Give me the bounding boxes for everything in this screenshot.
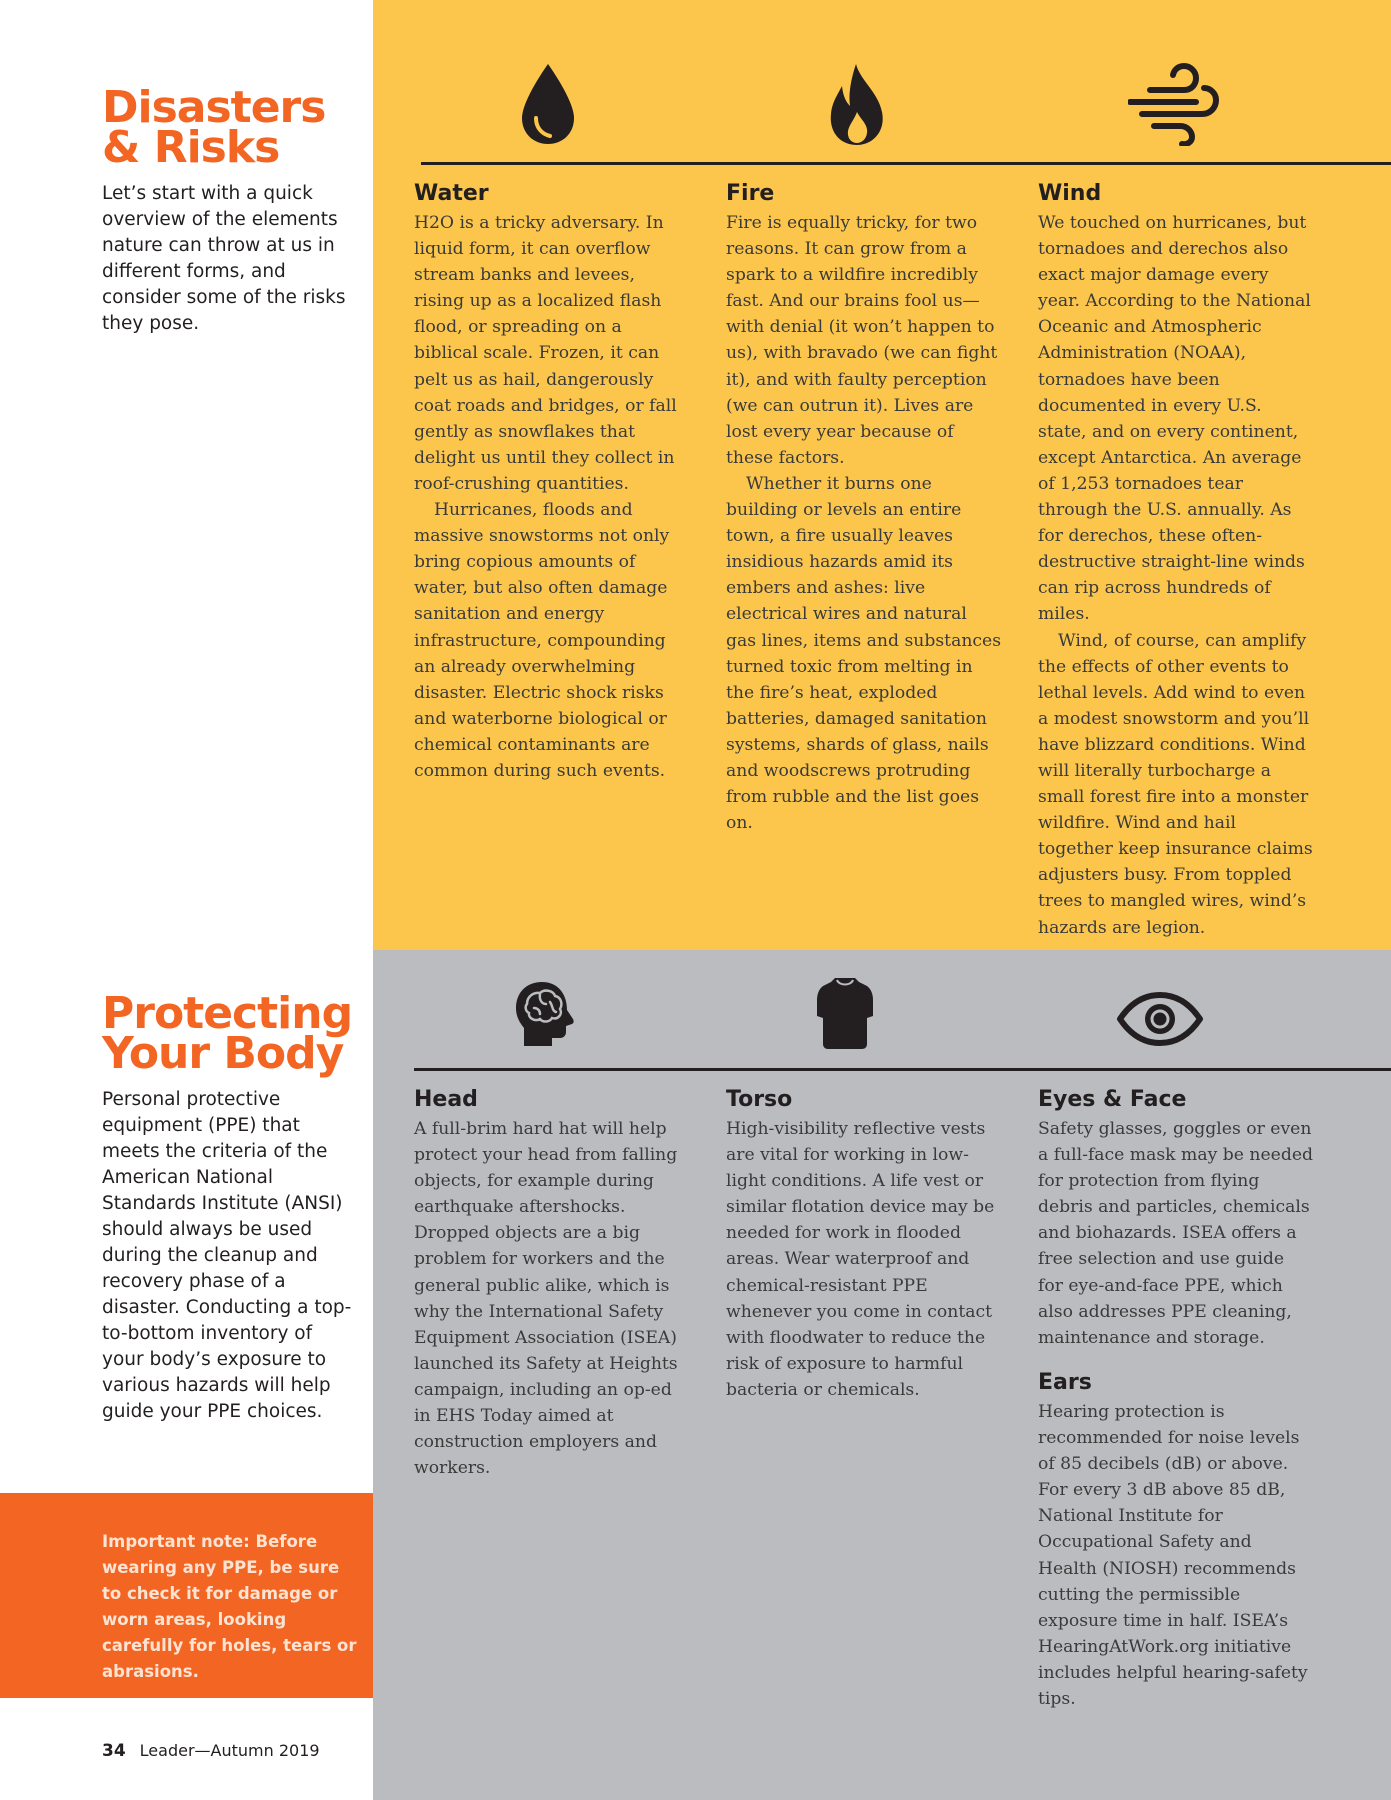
water-paragraph-2: Hurricanes, floods and massive snowstorms not only bring copious amounts of water, but also often damage sanitation and energy infrastructure, compounding an already overwhelming disaster. Electric shock risks and waterborne biological or chemical contaminants are common during such events. — [414, 500, 670, 781]
water-drop-icon — [520, 62, 576, 146]
page-footer — [102, 1741, 320, 1761]
fire-paragraph-2: Whether it burns one building or levels an entire town, a fire usually leaves insidious hazards amid its embers and ashes: live electrical wires and natural gas lines, items and substances turned toxic from melting in the fire’s heat, exploded batteries, damaged sanitation systems, shards of glass, nails and woodscrews protruding from rubble and the list goes on. — [726, 473, 1002, 834]
eye-icon — [1116, 992, 1204, 1046]
fire-body — [726, 210, 1001, 836]
torso-body — [726, 1116, 1001, 1403]
publication-name: Leader—Autumn 2019 — [139, 1741, 320, 1760]
fire-heading: Fire — [726, 181, 775, 206]
disasters-intro: Let’s start with a quick overview of the elements nature can throw at us in different forms, and consider some of the risks they pose. — [102, 183, 346, 334]
fire-paragraph-1: Fire is equally tricky, for two reasons. It can grow from a spark to a wildfire incredibly fast. And our brains fool us—with denial (it won’t happen to us), with bravado (we can fight it), and with faulty perception (we can outrun it). Lives are lost every year because of these factors. — [726, 213, 998, 468]
water-paragraph-1: H2O is a tricky adversary. In liquid form, it can overflow stream banks and levees, rising up as a localized flash flood, or spreading on a biblical scale. Frozen, it can pelt us as hail, dangerously coat roads and bridges, or fall gently as snowflakes that delight us until they collect in roof-crushing quantities. — [414, 213, 677, 494]
eyes-face-body — [1038, 1116, 1313, 1351]
head-paragraph: A full-brim hard hat will help protect your head from falling objects, for example during earthquake aftershocks. Dropped objects are a big problem for workers and the general public alike, which is why the International Safety Equipment Association (ISEA) launched its Safety at Heights campaign, including an op-ed in EHS Today aimed at construction employers and workers. — [414, 1119, 678, 1479]
torso-heading: Torso — [726, 1087, 793, 1112]
head-body — [414, 1116, 689, 1481]
ears-heading: Ears — [1038, 1370, 1092, 1395]
protecting-title — [102, 988, 353, 1079]
wind-paragraph-2: Wind, of course, can amplify the effects of other events to lethal levels. Add wind to even a modest snowstorm and you’ll have blizzard conditions. Wind will literally turbocharge a small forest fire into a monster wildfire. Wind and hail together keep insurance claims adjusters busy. From toppled trees to mangled wires, wind’s hazards are legion. — [1038, 630, 1313, 938]
shirt-icon — [815, 976, 875, 1050]
wind-body — [1038, 210, 1313, 941]
water-heading: Water — [414, 181, 489, 206]
head-brain-icon — [512, 980, 578, 1048]
disasters-divider — [421, 162, 1391, 165]
disasters-title-line1: Disasters — [102, 82, 326, 133]
wind-heading: Wind — [1038, 181, 1102, 206]
disasters-title — [102, 82, 326, 173]
eyes-face-paragraph: Safety glasses, goggles or even a full-face mask may be needed for protection from flying debris and particles, chemicals and biohazards. ISEA offers a free selection and use guide for eye-and-face PPE, which also addresses PPE cleaning, maintenance and storage. — [1038, 1119, 1313, 1348]
important-note-text: Important note: Before wearing any PPE, be sure to check it for damage or worn areas, looking carefully for holes, tears or abrasions. — [102, 1532, 357, 1681]
torso-paragraph: High-visibility reflective vests are vital for working in low-light conditions. A life vest or similar flotation device may be needed for work in flooded areas. Wear waterproof and chemical-resistant PPE whenever you come in contact with floodwater to reduce the risk of exposure to harmful bacteria or chemicals. — [726, 1119, 995, 1400]
protecting-intro: Personal protective equipment (PPE) that meets the criteria of the American National Standards Institute (ANSI) should always be used during the cleanup and recovery phase of a disaster. Conducting a top-to-bottom inventory of your body’s exposure to various hazards will help guide your PPE choices. — [102, 1089, 352, 1422]
ears-paragraph: Hearing protection is recommended for noise levels of 85 decibels (dB) or above. For every 3 dB above 85 dB, National Institute for Occupational Safety and Health (NIOSH) recommends cutting the permissible exposure time in half. ISEA’s HearingAtWork.org initiative includes helpful hearing-safety tips. — [1038, 1402, 1308, 1710]
protecting-title-line2: Your Body — [102, 1028, 344, 1079]
wind-icon — [1128, 62, 1220, 146]
protecting-divider — [414, 1068, 1391, 1071]
protecting-title-line1: Protecting — [102, 988, 353, 1039]
important-note-box — [0, 1493, 373, 1698]
water-body — [414, 210, 689, 784]
disasters-title-line2: & Risks — [102, 122, 280, 173]
wind-paragraph-1: We touched on hurricanes, but tornadoes and derechos also exact major damage every year. According to the National Oceanic and Atmospheric Administration (NOAA), tornadoes have been documented in every U.S. state, and on every continent, except Antarctica. An average of 1,253 tornadoes tear through the U.S. annually. As for derechos, these often-destructive straight-line winds can rip across hundreds of miles. — [1038, 213, 1311, 625]
eyes-face-heading: Eyes & Face — [1038, 1087, 1187, 1112]
head-heading: Head — [414, 1087, 478, 1112]
flame-icon — [826, 62, 888, 146]
ears-body — [1038, 1399, 1313, 1712]
page-number: 34 — [102, 1741, 126, 1761]
